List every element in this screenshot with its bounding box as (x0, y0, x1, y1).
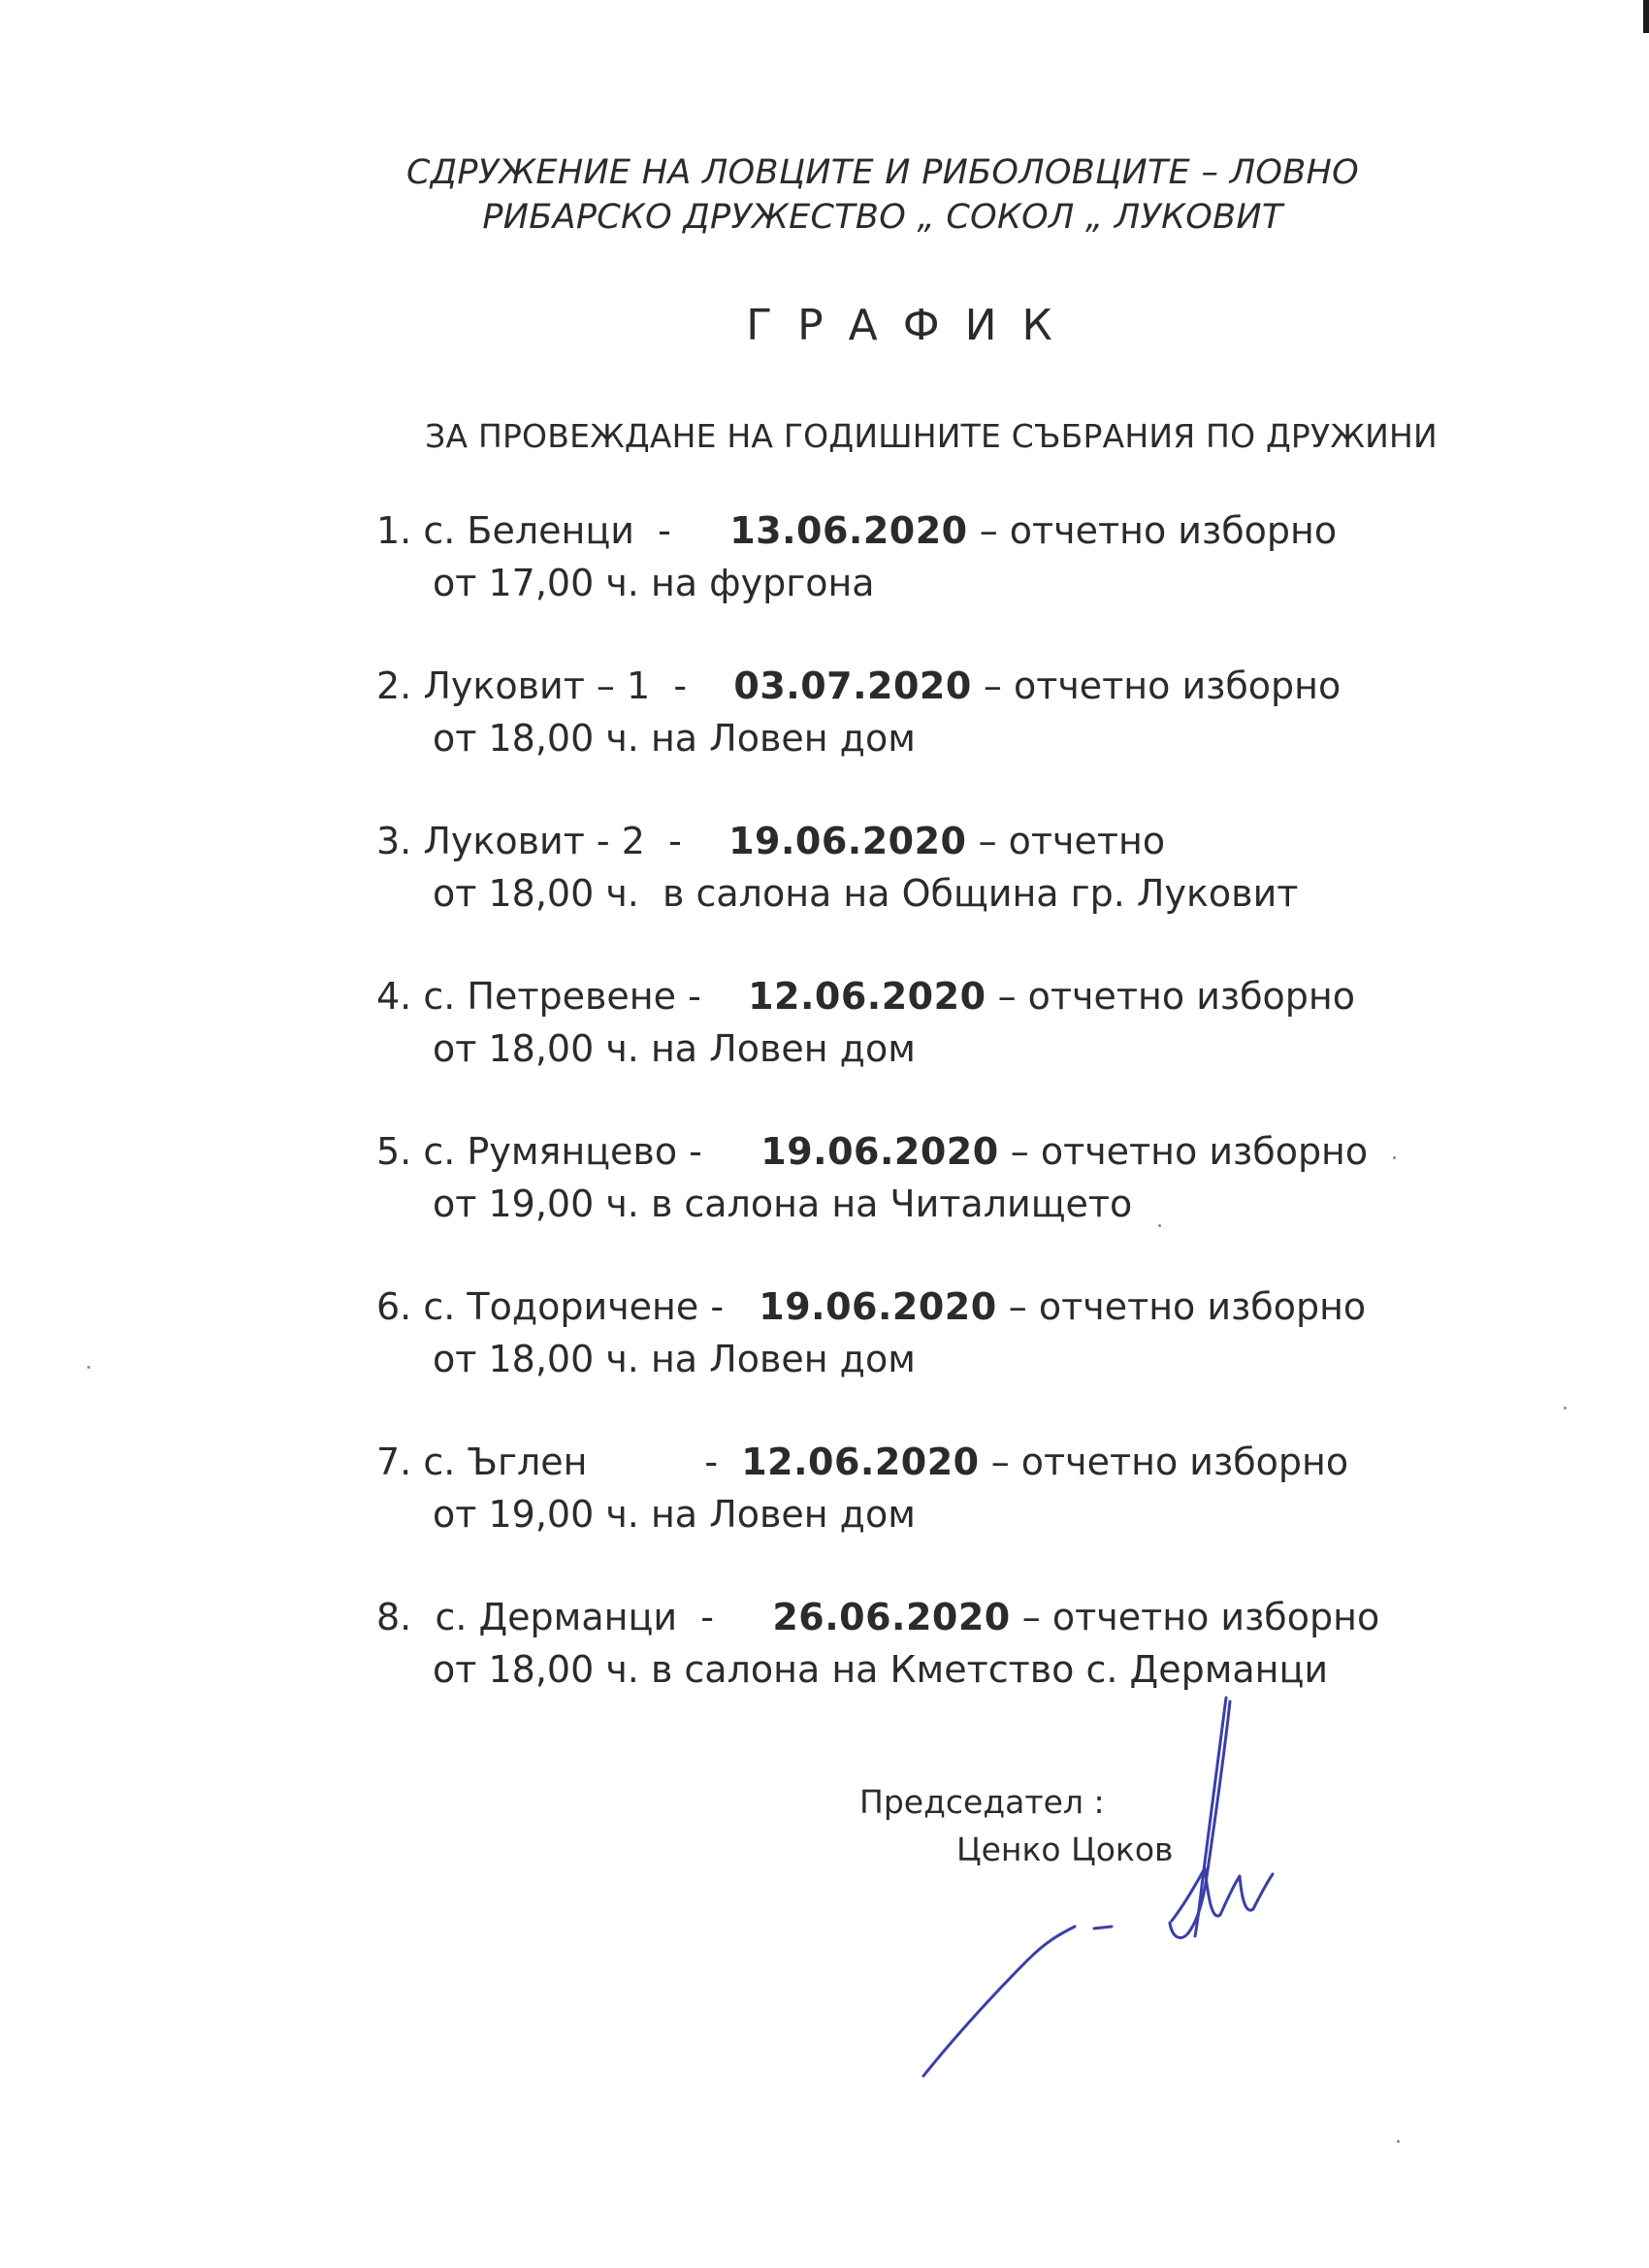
chairman-name: Ценко Цоков (956, 1831, 1174, 1868)
meeting-schedule-list (376, 504, 1443, 1746)
entry-place: с. Дерманци (423, 1596, 678, 1638)
entry-separator: - (698, 1285, 760, 1328)
scan-speck (1158, 1224, 1161, 1227)
entry-details: от 18,00 ч. на Ловен дом (433, 1338, 916, 1380)
entry-main-line (376, 970, 1443, 1022)
signature-stroke (1094, 1927, 1112, 1928)
schedule-entry (376, 1125, 1443, 1280)
organization-line-1: СДРУЖЕНИЕ НА ЛОВЦИТЕ И РИБОЛОВЦИТЕ – ЛОВНО (406, 153, 1359, 192)
handwritten-signature (912, 1678, 1368, 2086)
entry-number: 3. (376, 820, 412, 862)
entry-meeting-type: – отчетно изборно (996, 1285, 1367, 1328)
schedule-entry (376, 504, 1443, 660)
entry-main-line (376, 1436, 1443, 1488)
entry-details: от 19,00 ч. на Ловен дом (433, 1493, 916, 1536)
document-subtitle: ЗА ПРОВЕЖДАНЕ НА ГОДИШНИТЕ СЪБРАНИЯ ПО ДРУЖИНИ (425, 417, 1438, 455)
document-title: ГРАФИК (746, 301, 1078, 350)
entry-number: 7. (376, 1441, 412, 1483)
entry-meeting-type: – отчетно изборно (971, 664, 1342, 707)
entry-details: от 18,00 ч. в салона на Кметство с. Дерманци (433, 1648, 1329, 1691)
entry-main-line (376, 504, 1443, 557)
entry-meeting-type: – отчетно изборно (1010, 1596, 1380, 1638)
schedule-entry (376, 1280, 1443, 1436)
entry-details: от 17,00 ч. на фургона (433, 562, 875, 604)
entry-details: от 18,00 ч. на Ловен дом (433, 1027, 916, 1070)
entry-number: 4. (376, 975, 412, 1018)
schedule-entry (376, 970, 1443, 1125)
entry-separator: - (650, 664, 734, 707)
signature-stroke (1172, 1868, 1273, 1921)
entry-meeting-type: – отчетно изборно (998, 1130, 1369, 1173)
entry-date: 12.06.2020 (748, 975, 986, 1018)
entry-number: 6. (376, 1285, 412, 1328)
entry-place: Луковит – 1 (423, 664, 651, 707)
signature-stroke (923, 1927, 1075, 2076)
entry-main-line (376, 1125, 1443, 1178)
entry-details: от 18,00 ч. на Ловен дом (433, 717, 916, 760)
scan-edge-mark (1643, 0, 1649, 33)
entry-number: 1. (376, 509, 412, 552)
chairman-label: Председател : (859, 1783, 1105, 1821)
entry-separator: - (677, 1596, 773, 1638)
entry-main-line (376, 815, 1443, 867)
entry-place: с. Ъглен (423, 1441, 588, 1483)
entry-meeting-type: – отчетно (966, 820, 1166, 862)
entry-separator: - (676, 975, 749, 1018)
schedule-entry (376, 660, 1443, 815)
entry-date: 19.06.2020 (760, 1130, 999, 1173)
entry-main-line (376, 1280, 1443, 1333)
entry-number: 2. (376, 664, 412, 707)
entry-details: от 19,00 ч. в салона на Читалището (433, 1183, 1133, 1225)
scan-speck (1564, 1407, 1567, 1409)
entry-details: от 18,00 ч. в салона на Община гр. Луковит (433, 872, 1299, 915)
scan-speck (1397, 2140, 1400, 2143)
entry-meeting-type: – отчетно изборно (979, 1441, 1349, 1483)
entry-main-line (376, 1591, 1443, 1643)
entry-separator: - (633, 509, 730, 552)
entry-date: 19.06.2020 (728, 820, 967, 862)
entry-date: 19.06.2020 (759, 1285, 997, 1328)
entry-place: с. Тодоричене (423, 1285, 699, 1328)
entry-separator: - (644, 820, 729, 862)
entry-meeting-type: – отчетно изборно (967, 509, 1338, 552)
organization-header (369, 150, 1397, 240)
entry-meeting-type: – отчетно изборно (986, 975, 1355, 1018)
entry-place: Луковит - 2 (423, 820, 645, 862)
entry-date: 13.06.2020 (729, 509, 968, 552)
entry-date: 26.06.2020 (772, 1596, 1011, 1638)
entry-separator: - (677, 1130, 761, 1173)
entry-place: с. Петревене (423, 975, 676, 1018)
scan-speck (87, 1366, 90, 1369)
entry-separator: - (587, 1441, 742, 1483)
entry-place: с. Беленци (423, 509, 634, 552)
entry-main-line (376, 660, 1443, 712)
entry-date: 03.07.2020 (733, 664, 972, 707)
organization-line-2: РИБАРСКО ДРУЖЕСТВО „ СОКОЛ „ ЛУКОВИТ (482, 198, 1283, 237)
entry-place: с. Румянцево (423, 1130, 678, 1173)
schedule-entry (376, 815, 1443, 970)
schedule-entry (376, 1436, 1443, 1591)
entry-number: 8. (376, 1596, 412, 1638)
entry-number: 5. (376, 1130, 412, 1173)
entry-date: 12.06.2020 (741, 1441, 980, 1483)
scan-speck (1393, 1156, 1396, 1159)
